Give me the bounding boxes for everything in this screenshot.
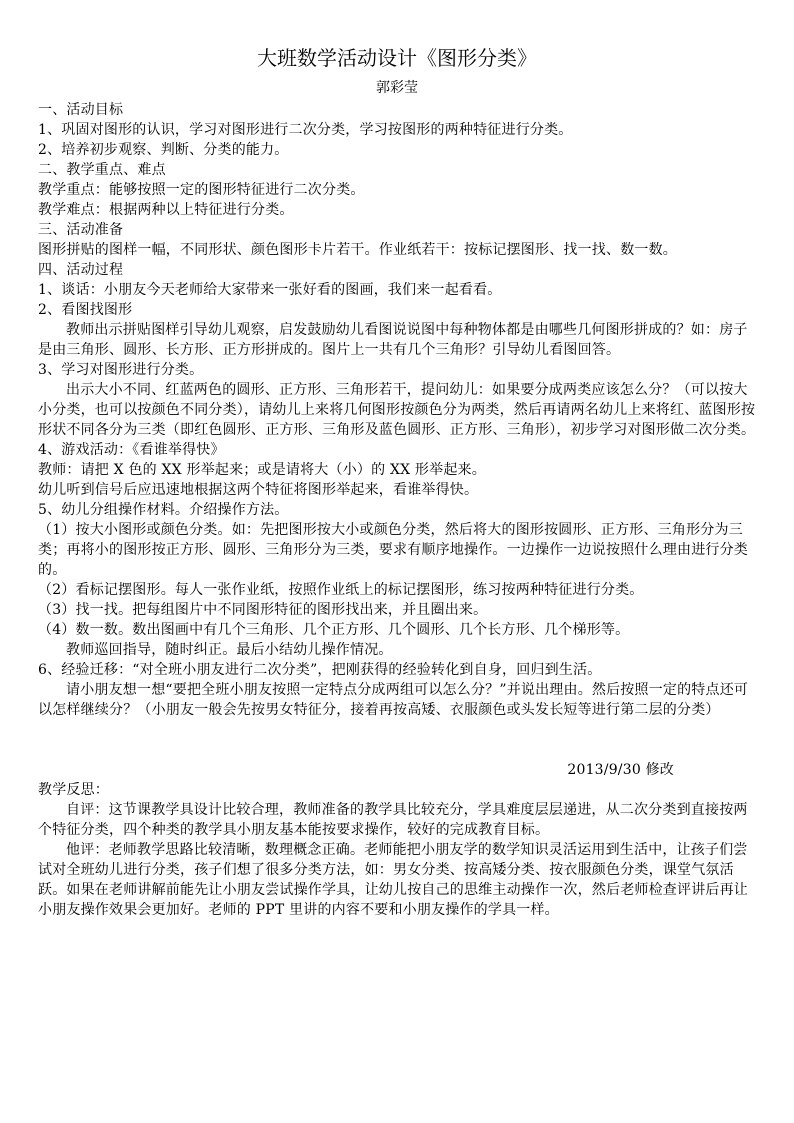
section-heading-focus: 二、教学重点、难点 — [38, 162, 166, 178]
section-heading-preparation: 三、活动准备 — [38, 222, 124, 238]
process-step: 6、经验迁移：“对全班小朋友进行二次分类”，把刚获得的经验转化到自身，回归到生活。 — [38, 662, 602, 678]
process-step: 4、游戏活动：《看谁举得快》 — [38, 442, 225, 458]
operation-item: （1）按大小图形或颜色分类。如：先把图形按大小或颜色分类，然后将大的图形按圆形、正方形、三角形分为三类；再将小的图形按正方形、圆形、三角形分为三类，要求有顺序地操作。一边操作一边说按照什么理由进行分类的。 — [38, 522, 748, 578]
paragraph: 出示大小不同、红蓝两色的圆形、正方形、三角形若干，提问幼儿：如果要分成两类应该怎么分？（可以按大小分类，也可以按颜色不同分类），请幼儿上来将几何图形按颜色分为两类，然后再请两名幼儿上来将红、蓝图形按形状不同各分为三类（即红色圆形、正方形、三角形及蓝色圆形、正方形、三角形），初步学习对图形做二次分类。 — [38, 382, 756, 438]
difficulty-item: 教学难点：根据两种以上特征进行分类。 — [38, 202, 294, 218]
process-step: 5、幼儿分组操作材料。介绍操作方法。 — [38, 502, 289, 518]
paragraph: 教师出示拼贴图样引导幼儿观察，启发鼓励幼儿看图说说图中每种物体都是由哪些几何图形拼成的？如：房子是由三角形、圆形、长方形、正方形拼成的。图片上一共有几个三角形？引导幼儿看图回答。 — [38, 322, 748, 358]
paragraph: 幼儿听到信号后应迅速地根据这两个特征将图形举起来，看谁举得快。 — [38, 482, 479, 498]
operation-item: （2）看标记摆图形。每人一张作业纸，按照作业纸上的标记摆图形，练习按两种特征进行分类。 — [38, 582, 644, 598]
process-step: 1、谈话：小朋友今天老师给大家带来一张好看的图画，我们来一起看看。 — [38, 282, 502, 298]
author-name: 郭彩莹 — [376, 80, 418, 96]
spacer — [38, 720, 760, 760]
section-heading-process: 四、活动过程 — [38, 262, 124, 278]
goal-item: 1、巩固对图形的认识，学习对图形进行二次分类，学习按图形的两种特征进行分类。 — [38, 122, 573, 138]
paragraph: 请小朋友想一想“要把全班小朋友按照一定特点分成两组可以怎么分？”并说出理由。然后按照一定的特点还可以怎样继续分？（小朋友一般会先按男女特征分，接着再按高矮、衣服颜色或头发长短等进行第二层的分类） — [38, 682, 749, 718]
operation-item: （3）找一找。把每组图片中不同图形特征的图形找出来，并且圈出来。 — [38, 602, 488, 618]
revision-date: 2013/9/30 修改 — [567, 762, 674, 778]
operation-item: （4）数一数。数出图画中有几个三角形、几个正方形、几个圆形、几个长方形、几个梯形等。 — [38, 622, 630, 638]
paragraph: 自评：这节课教学具设计比较合理，教师准备的教学具比较充分，学具难度层层递进，从二次分类到直接按两个特征分类，四个种类的教学具小朋友基本能按要求操作，较好的完成教育目标。 — [38, 802, 748, 838]
paragraph: 教师巡回指导，随时纠正。最后小结幼儿操作情况。 — [66, 642, 393, 658]
paragraph: 教师：请把 X 色的 XX 形举起来；或是请将大（小）的 XX 形举起来。 — [38, 462, 486, 478]
process-step: 2、看图找图形 — [38, 302, 133, 318]
paragraph: 他评：老师教学思路比较清晰，数理概念正确。老师能把小朋友学的数学知识灵活运用到生活中，让孩子们尝试对全班幼儿进行分类，孩子们想了很多分类方法，如：男女分类、按高矮分类、按衣服颜色分类，课堂气氛活跃。如果在老师讲解前能先让小朋友尝试操作学具，让幼儿按自己的思维主动操作一次，然后老师检查评讲后再让小朋友操作效果会更加好。老师的 PPT 里讲的内容不要和小朋友操作的学具一样。 — [38, 842, 748, 918]
preparation-text: 图形拼贴的图样一幅，不同形状、颜色图形卡片若干。作业纸若干：按标记摆图形、找一找、数一数。 — [38, 242, 677, 258]
section-heading-reflection: 教学反思： — [38, 782, 109, 798]
goal-item: 2、培养初步观察、判断、分类的能力。 — [38, 142, 289, 158]
document-body — [38, 100, 760, 920]
document-title: 大班数学活动设计《图形分类》 — [257, 46, 537, 70]
process-step: 3、学习对图形进行分类。 — [38, 362, 204, 378]
section-heading-goals: 一、活动目标 — [38, 102, 124, 118]
focus-item: 教学重点：能够按照一定的图形特征进行二次分类。 — [38, 182, 365, 198]
